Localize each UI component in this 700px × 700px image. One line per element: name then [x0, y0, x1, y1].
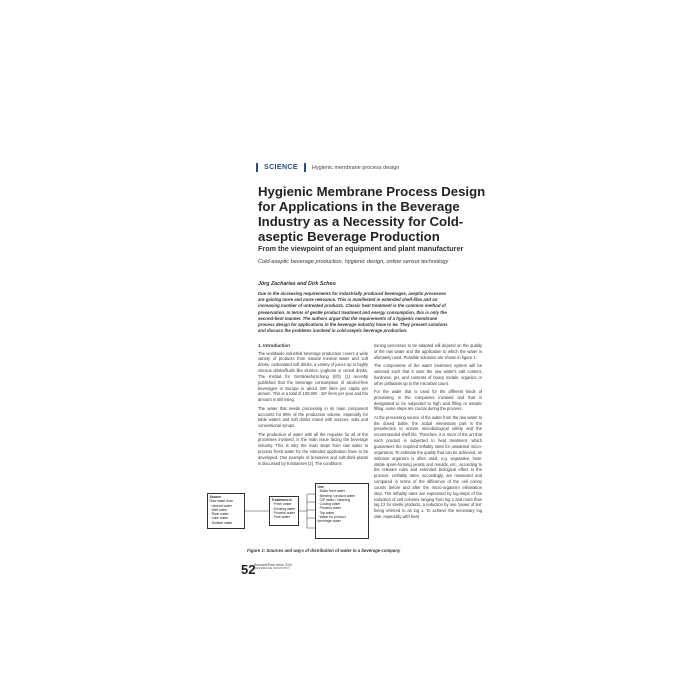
box-item: · Water for product: [317, 514, 346, 519]
box-item: · Drinking water: [271, 506, 296, 511]
box-item: · Well water: [209, 507, 228, 512]
paragraph: The water that needs processing in its main component accounts for 85% of the production volume, especially for table waters and soft drinks mixed with sources, soils and conventional syrups.: [258, 405, 368, 429]
article-authors: Jörg Zacharias and Dirk Scheu: [258, 281, 336, 287]
breadcrumb: Hygienic membrane process design: [311, 164, 400, 171]
box-heading: Treatment in: [271, 498, 292, 502]
section-header: [256, 163, 399, 172]
paragraph: The worldwide industrial beverage production covers a wide variety of products from natural mineral water and soft drinks, carbonated soft drinks, a variety of juices up to highly viscous drinks/fluids like slurries, yoghurts or cereal drinks. The Institut für Getränkeforschung (IfG) [1] recently published that the beverage consumption of alcohol-free beverages in Europe is about 200 liters per capita per annum. This is a total of 100,000 · 10⁶ liters per year and the amount is still rising.: [258, 350, 368, 403]
box-heading: Use: [317, 485, 324, 489]
box-item: · Process water: [271, 510, 296, 515]
box-item: · Fresh water: [271, 502, 292, 507]
journal-footer: [254, 563, 292, 571]
paragraph: At the processing source of the water from the raw water to the dosed bottle, the actual elementary part is the preselection to ensure microbiological safety and the recommended shelf life. Therefore, it is more of the art that each product is subjected to heat treatment, which guarantees the required lethality rates for unwanted micro-organisms. To estimate the quality that can be achieved, an indicator organism is often used, e.g. vegetative, heat-stable spore-forming yeasts and moulds, etc., according to the relevant rules and extended biological effect in the process. Lethality rates, accordingly, are measured and compared in terms of the difference of the cell colony counts before and after the micro-organism elimination step. The lethality rates are expressed by log-steps of the reduction of cell colonies ranging from log 1 and more than log 12 for sterile products, a reduction by one 'power of ten' being referred to as log 1. To achieve the necessary log rate, especially with heat: [374, 414, 482, 520]
box-item: · Process water: [317, 506, 342, 511]
box-item: · Top water: [317, 510, 335, 515]
article-title: Hygienic Membrane Process Design for Applications in the Beverage Industry as a Necessity for Cold-aseptic Beverage Production: [258, 184, 486, 244]
figure-box-source: [207, 493, 245, 529]
box-item: · CIP water / cleaning: [317, 497, 350, 502]
box-item: · Cooling water: [317, 502, 341, 506]
paragraph: For the water that is used for the different kinds of processing in the companies involved and that is designated to be subjected to high acid filling or aseptic filling, some steps are crucial during the process.: [374, 388, 482, 412]
box-item: · Surface water: [209, 520, 233, 525]
box-item: Raw water from: [209, 499, 234, 504]
box-item: · River water: [209, 512, 229, 516]
figure-caption: Figure 1: Sources and ways of distribution of water in a beverage company: [247, 548, 401, 553]
article-keywords: Cold-aseptic beverage production, hygienic design, online sensor technology: [258, 259, 449, 265]
box-heading: Source: [209, 495, 221, 499]
article-subtitle: From the viewpoint of an equipment and plant manufacturer: [258, 244, 464, 253]
section-label: SCIENCE: [264, 164, 298, 171]
box-item: · Pure water: [271, 515, 290, 519]
box-item: · Boiler feed water: [317, 489, 346, 494]
figure-box-treatment: [269, 496, 299, 526]
body-column-right: [374, 343, 482, 522]
figure-box-use: [315, 483, 369, 539]
box-item: beverage water: [317, 519, 341, 523]
journal-section: BEVERAGE INDUSTRY: [254, 566, 291, 571]
box-item: · mineral water: [209, 503, 232, 508]
page-number: 52: [241, 562, 256, 577]
header-separator: [256, 163, 258, 172]
figure-water-diagram: [207, 482, 371, 540]
box-item: · Lake water: [209, 516, 229, 521]
paragraph: The components of the water treatment system will be selected such that it suits the raw water's salt content, hardness, pH, and contents of heavy metals, organics or other pollutants up to the microbial count.: [374, 363, 482, 386]
box-item: · Brewing / product water: [317, 493, 356, 498]
header-separator: [304, 163, 306, 172]
paragraph: tioning processes to be adapted will depend on the quality of the raw water and the application to which the water is ultimately used. Possible solutions are shown in figure 1.: [374, 343, 482, 360]
journal-name: Brauwelt/Pack Neue 2010: [254, 563, 293, 567]
article-abstract: Due to the increasing requirements for industrially produced beverages, aseptic processes are gaining more and more relevance. This is manifested in extended shelf-lifes and an increasing number of untreated products. Classic heat treatment is the common method of preservation. In terms of gentle product treatment and energy consumption, this is only the second-best manner. The authors argue that the requirements of a hygienic membrane process design for applications in the beverage industry have to be. They present solutions and discuss the problems involved in cold-aseptic beverage production.: [258, 291, 448, 334]
body-column-left: [258, 343, 368, 469]
section-heading: 1. Introduction: [258, 343, 290, 348]
paragraph: The production of water with all the requisite for all of the processes involved, is the main issue facing the beverage industry. This is why the main steps from raw water to process fresh water for the intended application have to be developed. One example of breweries and soft-drink plants is discussed by Kristiansen [2]. The conditions: [258, 431, 368, 466]
